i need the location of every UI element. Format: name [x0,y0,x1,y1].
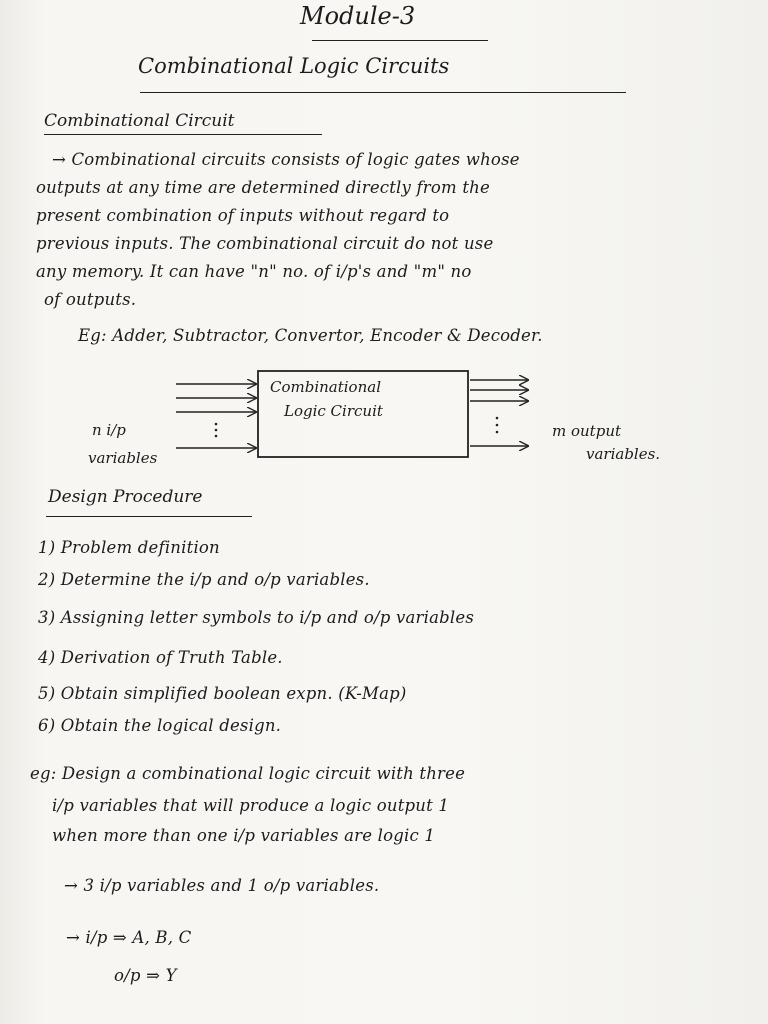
design-step-2: 2) Determine the i/p and o/p variables. [38,570,370,589]
design-step-4: 4) Derivation of Truth Table. [38,648,283,667]
module-title: Module-3 [300,2,416,30]
definition-line-1: → Combinational circuits consists of logic gates whose [52,150,520,169]
design-step-5: 5) Obtain simplified boolean expn. (K-Map) [38,684,407,703]
design-heading-underline [46,516,252,517]
definition-line-4: previous inputs. The combinational circuit do not use [36,234,494,253]
definition-line-3: present combination of inputs without regard to [36,206,450,225]
design-step-3: 3) Assigning letter symbols to i/p and o/p variables [38,608,474,627]
box-label-line-2: Logic Circuit [284,402,383,420]
section-heading-design-procedure: Design Procedure [48,487,203,507]
section-heading-combinational-circuit: Combinational Circuit [44,111,235,131]
main-title: Combinational Logic Circuits [138,54,450,78]
design-step-6: 6) Obtain the logical design. [38,716,282,735]
example-line-1: eg: Design a combinational logic circuit with three [30,764,466,783]
example-point-2: → i/p ⇒ A, B, C [66,928,192,947]
output-label-1: m output [552,422,622,440]
input-label-2: variables [88,449,158,467]
example-point-1: → 3 i/p variables and 1 o/p variables. [64,876,380,895]
output-label-2: variables. [586,445,661,463]
input-label-1: n i/p [92,421,126,439]
definition-line-2: outputs at any time are determined directly from the [36,178,490,197]
definition-line-5: any memory. It can have "n" no. of i/p's and "m" no [36,262,472,281]
examples-line: Eg: Adder, Subtractor, Convertor, Encoder & Decoder. [78,326,543,345]
definition-line-6: of outputs. [44,290,137,309]
box-label-line-1: Combinational [270,378,381,396]
design-step-1: 1) Problem definition [38,538,220,557]
example-line-3: when more than one i/p variables are logic 1 [52,826,436,845]
example-point-3: o/p ⇒ Y [114,966,177,985]
example-line-2: i/p variables that will produce a logic output 1 [52,796,450,815]
